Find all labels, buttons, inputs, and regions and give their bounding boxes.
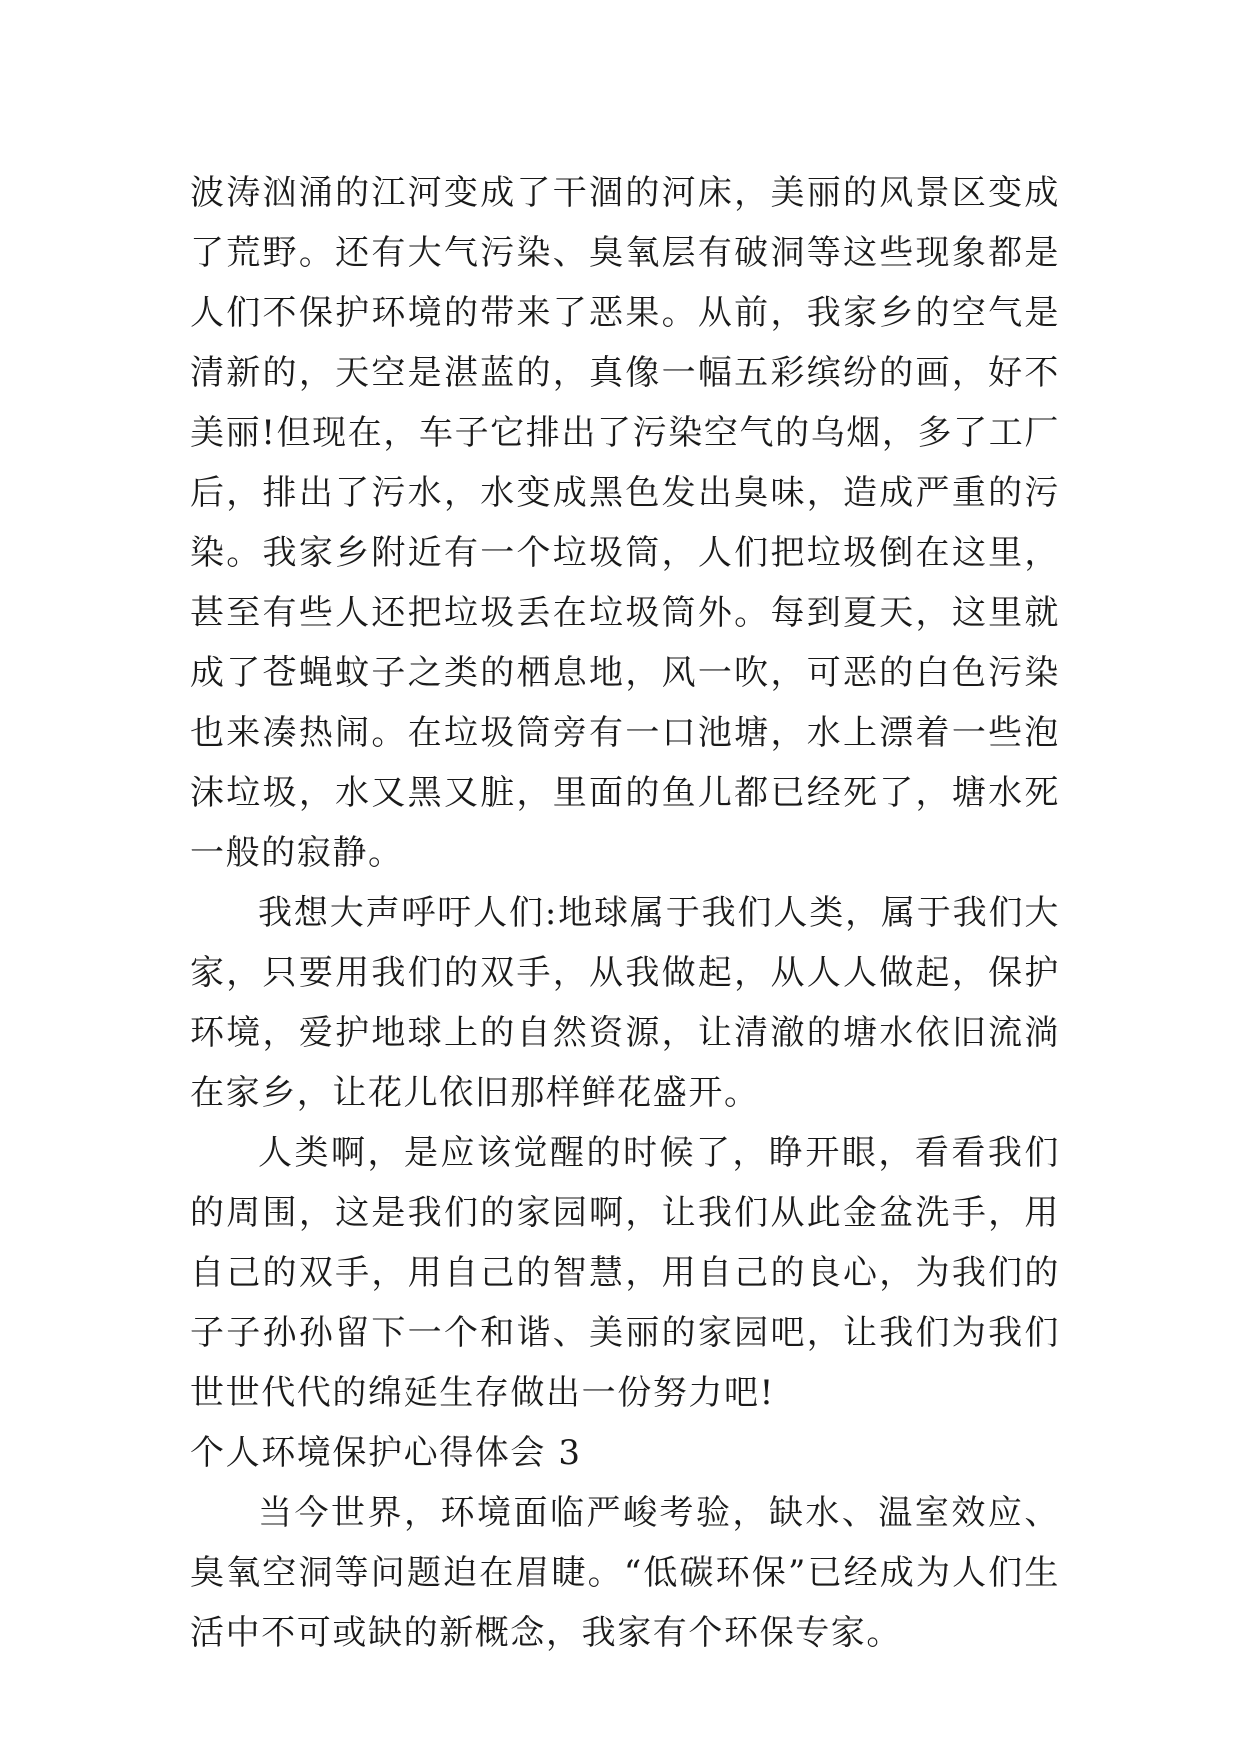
section-heading: 个人环境保护心得体会 3 bbox=[190, 1433, 582, 1473]
paragraph-continuation: 波涛汹涌的江河变成了干涸的河床，美丽的风景区变成了荒野。还有大气污染、臭氧层有破洞等这些现象都是人们不保护环境的带来了恶果。从前，我家乡的空气是清新的，天空是湛蓝的，真像一幅五彩缤纷的画，好不美丽!但现在，车子它排出了污染空气的乌烟，多了工厂后，排出了污水，水变成黑色发出臭味，造成严重的污染。我家乡附近有一个垃圾筒，人们把垃圾倒在这里，甚至有些人还把垃圾丢在垃圾筒外。每到夏天，这里就成了苍蝇蚊子之类的栖息地，风一吹，可恶的白色污染也来凑热闹。在垃圾筒旁有一口池塘，水上漂着一些泡沫垃圾，水又黑又脏，里面的鱼儿都已经死了，塘水死一般的寂静。 bbox=[190, 173, 1060, 873]
paragraph-awaken: 人类啊，是应该觉醒的时候了，睁开眼，看看我们的周围，这是我们的家园啊，让我们从此金盆洗手，用自己的双手，用自己的智慧，用自己的良心，为我们的子子孙孙留下一个和谐、美丽的家园吧，让我们为我们世世代代的绵延生存做出一份努力吧! bbox=[190, 1133, 1060, 1413]
paragraph-low-carbon: 当今世界，环境面临严峻考验，缺水、温室效应、臭氧空洞等问题迫在眉睫。“低碳环保”已经成为人们生活中不可或缺的新概念，我家有个环保专家。 bbox=[190, 1493, 1060, 1653]
document-body bbox=[190, 163, 1060, 1663]
paragraph-appeal: 我想大声呼吁人们:地球属于我们人类，属于我们大家，只要用我们的双手，从我做起，从人人做起，保护环境，爱护地球上的自然资源，让清澈的塘水依旧流淌在家乡，让花儿依旧那样鲜花盛开。 bbox=[190, 893, 1060, 1113]
